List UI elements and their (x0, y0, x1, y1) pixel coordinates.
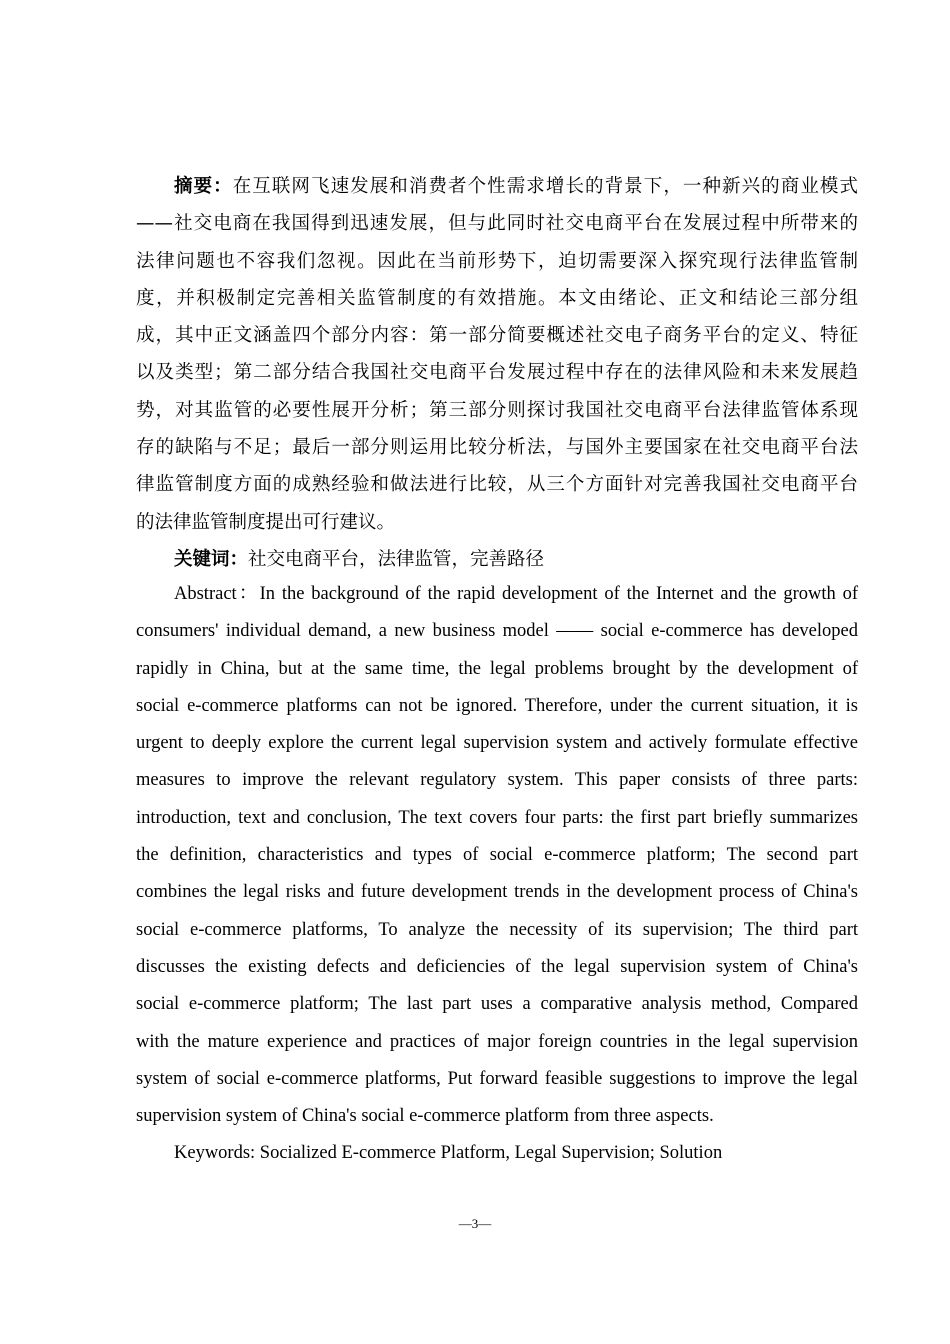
abstract-en-line: rapidly in China, but at the same time, the legal problems brought by the development of (136, 658, 858, 679)
abstract-en-line: discusses the existing defects and deficiencies of the legal supervision system of China's (136, 956, 858, 977)
abstract-text: 在互联网飞速发展和消费者个性需求增长的背景下，一种新兴的商业模式 (232, 176, 858, 197)
abstract-line: ——社交电商在我国得到迅速发展，但与此同时社交电商平台在发展过程中所带来的 (136, 213, 858, 235)
abstract-en-line: system of social e-commerce platforms, Put forward feasible suggestions to improve the legal (136, 1068, 858, 1089)
abstract-en-line: social e-commerce platforms can not be ignored. Therefore, under the current situation, it is (136, 695, 858, 716)
abstract-en-line: supervision system of China's social e-commerce platform from three aspects. (136, 1106, 714, 1127)
keywords-label: 关键词： (174, 548, 249, 570)
abstract-line: 成，其中正文涵盖四个部分内容：第一部分简要概述社交电子商务平台的定义、特征 (136, 325, 858, 347)
abstract-en-line: urgent to deeply explore the current legal supervision system and actively formulate effective (136, 733, 858, 754)
abstract-en-line: social e-commerce platforms, To analyze the necessity of its supervision; The third part (136, 919, 858, 940)
abstract-line: 的法律监管制度提出可行建议。 (136, 511, 396, 533)
abstract-line: 律监管制度方面的成熟经验和做法进行比较，从三个方面针对完善我国社交电商平台 (136, 474, 858, 496)
abstract-en-line: the definition, characteristics and types of social e-commerce platform; The second part (136, 845, 858, 866)
abstract-en-line: introduction, text and conclusion, The text covers four parts: the first part briefly summarizes (136, 807, 858, 828)
abstract-en-line: with the mature experience and practices of major foreign countries in the legal supervision (136, 1031, 858, 1052)
abstract-line: 存的缺陷与不足；最后一部分则运用比较分析法，与国外主要国家在社交电商平台法 (136, 437, 858, 459)
chinese-abstract (136, 168, 858, 578)
abstract-line: 以及类型；第二部分结合我国社交电商平台发展过程中存在的法律风险和未来发展趋 (136, 362, 858, 384)
abstract-en-line: measures to improve the relevant regulatory system. This paper consists of three parts: (136, 770, 858, 791)
keywords-en: Keywords: Socialized E-commerce Platform, Legal Supervision; Solution (174, 1143, 723, 1164)
abstract-en-line: social e-commerce platform; The last part uses a comparative analysis method, Compared (136, 994, 858, 1015)
abstract-label: 摘要： (174, 176, 233, 197)
page-number: —3— (458, 1216, 492, 1231)
abstract-line: 法律问题也不容我们忽视。因此在当前形势下，迫切需要深入探究现行法律监管制 (136, 250, 858, 272)
abstract-en-line: combines the legal risks and future development trends in the development process of China's (136, 882, 858, 903)
abstract-line (136, 168, 858, 205)
abstract-en-line: consumers' individual demand, a new business model —— social e-commerce has developed (136, 621, 858, 642)
abstract-line: 度，并积极制定完善相关监管制度的有效措施。本文由绪论、正文和结论三部分组 (136, 287, 858, 309)
abstract-line: 势，对其监管的必要性展开分析；第三部分则探讨我国社交电商平台法律监管体系现 (136, 399, 858, 421)
english-abstract (136, 576, 858, 1173)
keywords-zh (136, 541, 858, 578)
keywords-text: 社交电商平台，法律监管，完善路径 (248, 548, 545, 570)
abstract-en-line: Abstract：In the background of the rapid development of the Internet and the growth of (174, 584, 858, 604)
